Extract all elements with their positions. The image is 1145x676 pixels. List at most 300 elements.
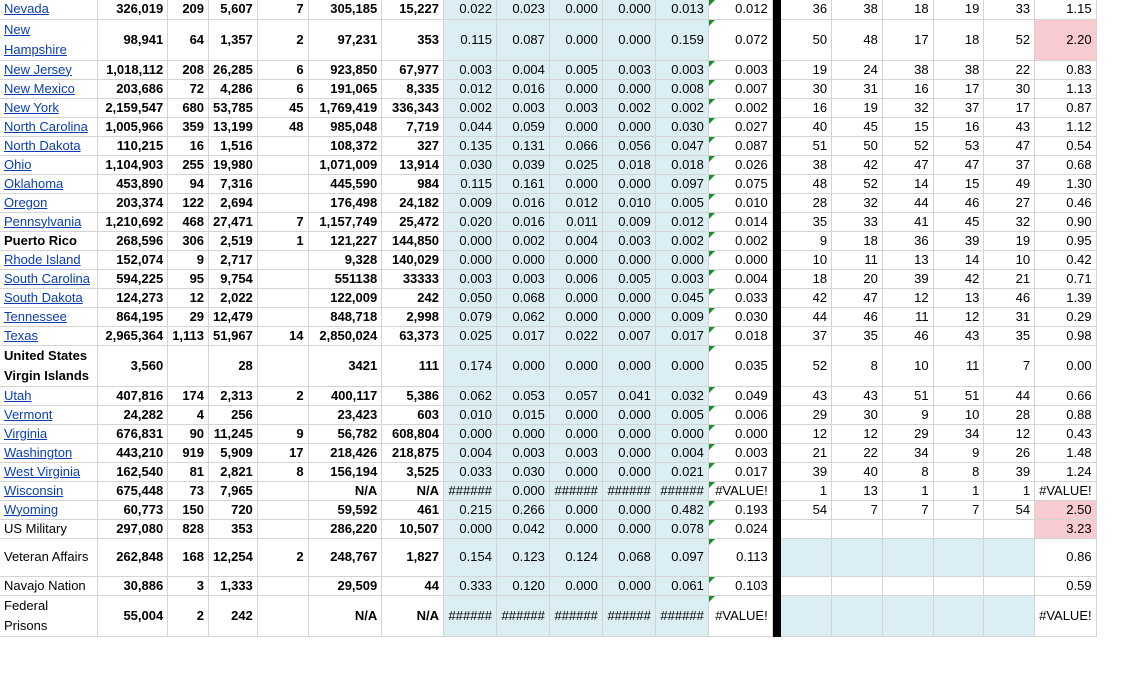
data-cell[interactable]: 0.002: [708, 98, 772, 117]
data-cell[interactable]: 15,227: [382, 0, 444, 19]
data-cell[interactable]: 13,199: [209, 117, 258, 136]
data-cell[interactable]: 256: [209, 405, 258, 424]
data-cell[interactable]: 12: [933, 307, 984, 326]
data-cell[interactable]: 0.003: [549, 98, 602, 117]
data-cell[interactable]: 0.003: [443, 60, 496, 79]
data-cell[interactable]: 327: [382, 136, 444, 155]
data-cell[interactable]: 42: [933, 269, 984, 288]
data-cell[interactable]: 12: [168, 288, 209, 307]
data-cell[interactable]: 9: [933, 443, 984, 462]
data-cell[interactable]: 10: [781, 250, 832, 269]
row-name-cell[interactable]: Oklahoma: [0, 174, 98, 193]
data-cell[interactable]: 48: [257, 117, 308, 136]
data-cell[interactable]: 3421: [308, 345, 382, 386]
data-cell[interactable]: 39: [984, 462, 1035, 481]
data-cell[interactable]: ######: [655, 595, 708, 636]
data-cell[interactable]: 0.98: [1035, 326, 1097, 345]
data-cell[interactable]: 1.15: [1035, 0, 1097, 19]
row-name-cell[interactable]: Oregon: [0, 193, 98, 212]
data-cell[interactable]: 16: [781, 98, 832, 117]
data-cell[interactable]: 0.021: [655, 462, 708, 481]
data-cell[interactable]: 0.124: [549, 538, 602, 576]
data-cell[interactable]: [257, 193, 308, 212]
data-cell[interactable]: 31: [984, 307, 1035, 326]
data-cell[interactable]: 14: [933, 250, 984, 269]
data-cell[interactable]: 0.000: [496, 424, 549, 443]
data-cell[interactable]: 0.030: [496, 462, 549, 481]
data-cell[interactable]: 0.003: [496, 98, 549, 117]
data-cell[interactable]: 0.033: [443, 462, 496, 481]
data-cell[interactable]: 218,875: [382, 443, 444, 462]
data-cell[interactable]: 176,498: [308, 193, 382, 212]
data-cell[interactable]: 17: [257, 443, 308, 462]
row-name-cell[interactable]: Vermont: [0, 405, 98, 424]
data-cell[interactable]: [984, 538, 1035, 576]
data-cell[interactable]: 35: [984, 326, 1035, 345]
data-cell[interactable]: 52: [882, 136, 933, 155]
data-cell[interactable]: 0.266: [496, 500, 549, 519]
data-cell[interactable]: 152,074: [98, 250, 168, 269]
data-cell[interactable]: 919: [168, 443, 209, 462]
row-name-cell[interactable]: Pennsylvania: [0, 212, 98, 231]
data-cell[interactable]: 0.002: [655, 231, 708, 250]
data-cell[interactable]: 14: [882, 174, 933, 193]
data-cell[interactable]: 35: [781, 212, 832, 231]
data-cell[interactable]: [257, 250, 308, 269]
data-cell[interactable]: [168, 345, 209, 386]
data-cell[interactable]: 2: [168, 595, 209, 636]
data-cell[interactable]: 262,848: [98, 538, 168, 576]
data-cell[interactable]: 0.022: [443, 0, 496, 19]
data-cell[interactable]: 0.079: [443, 307, 496, 326]
data-cell[interactable]: 0.002: [655, 98, 708, 117]
data-cell[interactable]: 0.016: [496, 212, 549, 231]
data-cell[interactable]: 2,717: [209, 250, 258, 269]
data-cell[interactable]: 18: [781, 269, 832, 288]
data-cell[interactable]: 0.113: [708, 538, 772, 576]
data-cell[interactable]: 0.024: [708, 519, 772, 538]
data-cell[interactable]: 0.115: [443, 19, 496, 60]
data-cell[interactable]: 28: [781, 193, 832, 212]
data-cell[interactable]: 9: [257, 424, 308, 443]
data-cell[interactable]: 32: [984, 212, 1035, 231]
data-cell[interactable]: 32: [882, 98, 933, 117]
data-cell[interactable]: 242: [382, 288, 444, 307]
data-cell[interactable]: 0.045: [655, 288, 708, 307]
data-cell[interactable]: 50: [781, 19, 832, 60]
data-cell[interactable]: 0.159: [655, 19, 708, 60]
row-name-cell[interactable]: South Dakota: [0, 288, 98, 307]
data-cell[interactable]: 40: [781, 117, 832, 136]
data-cell[interactable]: 121,227: [308, 231, 382, 250]
data-cell[interactable]: 44: [382, 576, 444, 595]
data-cell[interactable]: 55,004: [98, 595, 168, 636]
data-cell[interactable]: 10: [984, 250, 1035, 269]
data-cell[interactable]: 0.000: [549, 117, 602, 136]
data-cell[interactable]: 38: [832, 0, 883, 19]
row-name-cell[interactable]: Wyoming: [0, 500, 98, 519]
data-cell[interactable]: 0.003: [655, 60, 708, 79]
data-cell[interactable]: 0.006: [708, 405, 772, 424]
data-cell[interactable]: 36: [882, 231, 933, 250]
data-cell[interactable]: 0.86: [1035, 538, 1097, 576]
data-cell[interactable]: 39: [781, 462, 832, 481]
data-cell[interactable]: 63,373: [382, 326, 444, 345]
data-cell[interactable]: 4: [168, 405, 209, 424]
data-cell[interactable]: 0.015: [496, 405, 549, 424]
row-name-cell[interactable]: Utah: [0, 386, 98, 405]
data-cell[interactable]: 33: [832, 212, 883, 231]
data-cell[interactable]: 0.131: [496, 136, 549, 155]
data-cell[interactable]: 0.056: [602, 136, 655, 155]
data-cell[interactable]: 13: [882, 250, 933, 269]
data-cell[interactable]: 59,592: [308, 500, 382, 519]
data-cell[interactable]: 297,080: [98, 519, 168, 538]
data-cell[interactable]: 43: [933, 326, 984, 345]
data-cell[interactable]: 0.009: [443, 193, 496, 212]
data-cell[interactable]: 47: [832, 288, 883, 307]
data-cell[interactable]: 32: [832, 193, 883, 212]
data-cell[interactable]: 37: [781, 326, 832, 345]
data-cell[interactable]: 3,560: [98, 345, 168, 386]
data-cell[interactable]: [882, 538, 933, 576]
data-cell[interactable]: 51,967: [209, 326, 258, 345]
data-cell[interactable]: 443,210: [98, 443, 168, 462]
data-cell[interactable]: 5,386: [382, 386, 444, 405]
data-cell[interactable]: 0.002: [602, 98, 655, 117]
data-cell[interactable]: 10: [933, 405, 984, 424]
data-cell[interactable]: 923,850: [308, 60, 382, 79]
data-cell[interactable]: 0.009: [655, 307, 708, 326]
data-cell[interactable]: 40: [832, 462, 883, 481]
data-cell[interactable]: 0.000: [549, 250, 602, 269]
data-cell[interactable]: 0.002: [496, 231, 549, 250]
data-cell[interactable]: 0.000: [602, 79, 655, 98]
data-cell[interactable]: [781, 519, 832, 538]
data-cell[interactable]: 8: [933, 462, 984, 481]
data-cell[interactable]: [933, 595, 984, 636]
data-cell[interactable]: [832, 519, 883, 538]
data-cell[interactable]: 0.003: [443, 269, 496, 288]
data-cell[interactable]: 144,850: [382, 231, 444, 250]
data-cell[interactable]: 45: [933, 212, 984, 231]
data-cell[interactable]: 0.000: [602, 424, 655, 443]
data-cell[interactable]: 0.46: [1035, 193, 1097, 212]
data-cell[interactable]: 1.39: [1035, 288, 1097, 307]
data-cell[interactable]: 3,525: [382, 462, 444, 481]
data-cell[interactable]: 26,285: [209, 60, 258, 79]
data-cell[interactable]: 0.000: [443, 519, 496, 538]
data-cell[interactable]: 0.115: [443, 174, 496, 193]
data-cell[interactable]: 0.012: [443, 79, 496, 98]
data-cell[interactable]: 54: [984, 500, 1035, 519]
data-cell[interactable]: 0.59: [1035, 576, 1097, 595]
data-cell[interactable]: [257, 155, 308, 174]
data-cell[interactable]: 0.003: [655, 269, 708, 288]
data-cell[interactable]: 0.007: [708, 79, 772, 98]
data-cell[interactable]: 0.005: [655, 405, 708, 424]
data-cell[interactable]: 34: [933, 424, 984, 443]
data-cell[interactable]: 0.010: [708, 193, 772, 212]
data-cell[interactable]: 12: [832, 424, 883, 443]
data-cell[interactable]: 7,316: [209, 174, 258, 193]
data-cell[interactable]: 33: [984, 0, 1035, 19]
data-cell[interactable]: 0.032: [655, 386, 708, 405]
data-cell[interactable]: 0.002: [443, 98, 496, 117]
data-cell[interactable]: 9: [781, 231, 832, 250]
data-cell[interactable]: 0.95: [1035, 231, 1097, 250]
data-cell[interactable]: 26: [984, 443, 1035, 462]
data-cell[interactable]: 44: [781, 307, 832, 326]
data-cell[interactable]: 1,516: [209, 136, 258, 155]
data-cell[interactable]: 13,914: [382, 155, 444, 174]
data-cell[interactable]: 0.018: [708, 326, 772, 345]
data-cell[interactable]: 1,104,903: [98, 155, 168, 174]
data-cell[interactable]: 28: [209, 345, 258, 386]
data-cell[interactable]: 0.000: [549, 288, 602, 307]
row-name-cell[interactable]: Nevada: [0, 0, 98, 19]
data-cell[interactable]: 0.068: [496, 288, 549, 307]
data-cell[interactable]: 41: [882, 212, 933, 231]
data-cell[interactable]: 5,909: [209, 443, 258, 462]
data-cell[interactable]: 12,479: [209, 307, 258, 326]
data-cell[interactable]: 0.061: [655, 576, 708, 595]
data-cell[interactable]: 0.000: [549, 345, 602, 386]
data-cell[interactable]: 2,159,547: [98, 98, 168, 117]
data-cell[interactable]: 11,245: [209, 424, 258, 443]
data-cell[interactable]: 47: [933, 155, 984, 174]
data-cell[interactable]: 2,850,024: [308, 326, 382, 345]
data-cell[interactable]: 0.004: [549, 231, 602, 250]
data-cell[interactable]: 51: [933, 386, 984, 405]
data-cell[interactable]: 42: [781, 288, 832, 307]
data-cell[interactable]: 15: [933, 174, 984, 193]
data-cell[interactable]: #VALUE!: [1035, 481, 1097, 500]
data-cell[interactable]: 0.000: [602, 19, 655, 60]
data-cell[interactable]: [257, 269, 308, 288]
data-cell[interactable]: 0.072: [708, 19, 772, 60]
data-cell[interactable]: 60,773: [98, 500, 168, 519]
data-cell[interactable]: 46: [832, 307, 883, 326]
data-cell[interactable]: 0.000: [549, 79, 602, 98]
data-cell[interactable]: 0.68: [1035, 155, 1097, 174]
data-cell[interactable]: 54: [781, 500, 832, 519]
data-cell[interactable]: 0.000: [549, 174, 602, 193]
data-cell[interactable]: 11: [933, 345, 984, 386]
data-cell[interactable]: 2.20: [1035, 19, 1097, 60]
data-cell[interactable]: 0.023: [496, 0, 549, 19]
data-cell[interactable]: 0.005: [655, 193, 708, 212]
data-cell[interactable]: 33333: [382, 269, 444, 288]
data-cell[interactable]: [257, 288, 308, 307]
data-cell[interactable]: 8: [257, 462, 308, 481]
data-cell[interactable]: 0.135: [443, 136, 496, 155]
data-cell[interactable]: 52: [984, 19, 1035, 60]
data-cell[interactable]: 1,157,749: [308, 212, 382, 231]
data-cell[interactable]: 0.066: [549, 136, 602, 155]
data-cell[interactable]: 0.103: [708, 576, 772, 595]
data-cell[interactable]: 1: [781, 481, 832, 500]
data-cell[interactable]: 1,113: [168, 326, 209, 345]
data-cell[interactable]: 0.000: [549, 519, 602, 538]
data-cell[interactable]: 0.005: [549, 60, 602, 79]
data-cell[interactable]: 29,509: [308, 576, 382, 595]
data-cell[interactable]: 0.000: [549, 0, 602, 19]
row-name-cell[interactable]: New Hampshire: [0, 19, 98, 60]
row-name-cell[interactable]: Ohio: [0, 155, 98, 174]
data-cell[interactable]: 1,071,009: [308, 155, 382, 174]
data-cell[interactable]: 81: [168, 462, 209, 481]
data-cell[interactable]: 35: [832, 326, 883, 345]
data-cell[interactable]: 0.005: [602, 269, 655, 288]
data-cell[interactable]: 30: [984, 79, 1035, 98]
data-cell[interactable]: N/A: [382, 595, 444, 636]
data-cell[interactable]: 29: [882, 424, 933, 443]
data-cell[interactable]: 0.000: [602, 405, 655, 424]
data-cell[interactable]: 0.000: [602, 250, 655, 269]
data-cell[interactable]: 248,767: [308, 538, 382, 576]
data-cell[interactable]: 21: [984, 269, 1035, 288]
data-cell[interactable]: 0.017: [708, 462, 772, 481]
data-cell[interactable]: 1,333: [209, 576, 258, 595]
data-cell[interactable]: 326,019: [98, 0, 168, 19]
data-cell[interactable]: 18: [882, 0, 933, 19]
data-cell[interactable]: 51: [781, 136, 832, 155]
data-cell[interactable]: 4,286: [209, 79, 258, 98]
data-cell[interactable]: 2: [257, 538, 308, 576]
data-cell[interactable]: 0.047: [655, 136, 708, 155]
data-cell[interactable]: 29: [781, 405, 832, 424]
data-cell[interactable]: 0.075: [708, 174, 772, 193]
data-cell[interactable]: 0.027: [708, 117, 772, 136]
data-cell[interactable]: 0.012: [708, 0, 772, 19]
data-cell[interactable]: 10: [882, 345, 933, 386]
data-cell[interactable]: 0.000: [443, 424, 496, 443]
data-cell[interactable]: ######: [443, 481, 496, 500]
data-cell[interactable]: 0.000: [602, 117, 655, 136]
data-cell[interactable]: 94: [168, 174, 209, 193]
data-cell[interactable]: 1,827: [382, 538, 444, 576]
data-cell[interactable]: 680: [168, 98, 209, 117]
data-cell[interactable]: 608,804: [382, 424, 444, 443]
data-cell[interactable]: 0.033: [708, 288, 772, 307]
data-cell[interactable]: 0.016: [496, 79, 549, 98]
row-name-cell[interactable]: Wisconsin: [0, 481, 98, 500]
data-cell[interactable]: 1,210,692: [98, 212, 168, 231]
data-cell[interactable]: 0.004: [496, 60, 549, 79]
data-cell[interactable]: 0.000: [549, 500, 602, 519]
data-cell[interactable]: 8: [882, 462, 933, 481]
data-cell[interactable]: 19: [781, 60, 832, 79]
data-cell[interactable]: [781, 576, 832, 595]
data-cell[interactable]: 1.13: [1035, 79, 1097, 98]
data-cell[interactable]: 255: [168, 155, 209, 174]
data-cell[interactable]: #VALUE!: [708, 595, 772, 636]
data-cell[interactable]: 73: [168, 481, 209, 500]
data-cell[interactable]: 1.24: [1035, 462, 1097, 481]
data-cell[interactable]: 0.011: [549, 212, 602, 231]
data-cell[interactable]: 0.000: [496, 481, 549, 500]
data-cell[interactable]: 47: [882, 155, 933, 174]
data-cell[interactable]: 17: [933, 79, 984, 98]
data-cell[interactable]: 0.000: [602, 288, 655, 307]
data-cell[interactable]: [882, 519, 933, 538]
data-cell[interactable]: 72: [168, 79, 209, 98]
data-cell[interactable]: 5,607: [209, 0, 258, 19]
data-cell[interactable]: 720: [209, 500, 258, 519]
data-cell[interactable]: 6: [257, 60, 308, 79]
data-cell[interactable]: 1: [882, 481, 933, 500]
data-cell[interactable]: 108,372: [308, 136, 382, 155]
data-cell[interactable]: 2,998: [382, 307, 444, 326]
data-cell[interactable]: 8,335: [382, 79, 444, 98]
data-cell[interactable]: 828: [168, 519, 209, 538]
data-cell[interactable]: 268,596: [98, 231, 168, 250]
data-cell[interactable]: 461: [382, 500, 444, 519]
data-cell[interactable]: [781, 595, 832, 636]
data-cell[interactable]: 0.000: [602, 0, 655, 19]
data-cell[interactable]: 0.000: [602, 500, 655, 519]
data-cell[interactable]: 0.017: [655, 326, 708, 345]
data-cell[interactable]: 594,225: [98, 269, 168, 288]
data-cell[interactable]: 1.30: [1035, 174, 1097, 193]
data-cell[interactable]: 12,254: [209, 538, 258, 576]
row-name-cell[interactable]: South Carolina: [0, 269, 98, 288]
data-cell[interactable]: [984, 595, 1035, 636]
data-cell[interactable]: 0.42: [1035, 250, 1097, 269]
data-cell[interactable]: 306: [168, 231, 209, 250]
data-cell[interactable]: 0.010: [602, 193, 655, 212]
data-cell[interactable]: 3.23: [1035, 519, 1097, 538]
data-cell[interactable]: 48: [781, 174, 832, 193]
data-cell[interactable]: 7: [933, 500, 984, 519]
data-cell[interactable]: 22: [984, 60, 1035, 79]
data-cell[interactable]: 47: [984, 136, 1035, 155]
data-cell[interactable]: 18: [832, 231, 883, 250]
data-cell[interactable]: 0.00: [1035, 345, 1097, 386]
data-cell[interactable]: 305,185: [308, 0, 382, 19]
data-cell[interactable]: 11: [882, 307, 933, 326]
data-cell[interactable]: [257, 519, 308, 538]
data-cell[interactable]: 38: [933, 60, 984, 79]
data-cell[interactable]: ######: [496, 595, 549, 636]
data-cell[interactable]: 0.000: [655, 250, 708, 269]
data-cell[interactable]: 0.018: [655, 155, 708, 174]
data-cell[interactable]: 0.053: [496, 386, 549, 405]
row-name-cell[interactable]: Tennessee: [0, 307, 98, 326]
data-cell[interactable]: 7: [832, 500, 883, 519]
data-cell[interactable]: 95: [168, 269, 209, 288]
data-cell[interactable]: 0.154: [443, 538, 496, 576]
data-cell[interactable]: 15: [882, 117, 933, 136]
data-cell[interactable]: 0.062: [496, 307, 549, 326]
data-cell[interactable]: [257, 595, 308, 636]
data-cell[interactable]: 45: [832, 117, 883, 136]
data-cell[interactable]: [257, 481, 308, 500]
data-cell[interactable]: 46: [933, 193, 984, 212]
data-cell[interactable]: 0.000: [549, 307, 602, 326]
data-cell[interactable]: 150: [168, 500, 209, 519]
data-cell[interactable]: 1: [257, 231, 308, 250]
data-cell[interactable]: 0.006: [549, 269, 602, 288]
data-cell[interactable]: 29: [168, 307, 209, 326]
data-cell[interactable]: N/A: [382, 481, 444, 500]
data-cell[interactable]: 12: [882, 288, 933, 307]
data-cell[interactable]: 286,220: [308, 519, 382, 538]
data-cell[interactable]: 0.039: [496, 155, 549, 174]
data-cell[interactable]: 11: [832, 250, 883, 269]
data-cell[interactable]: 0.004: [708, 269, 772, 288]
